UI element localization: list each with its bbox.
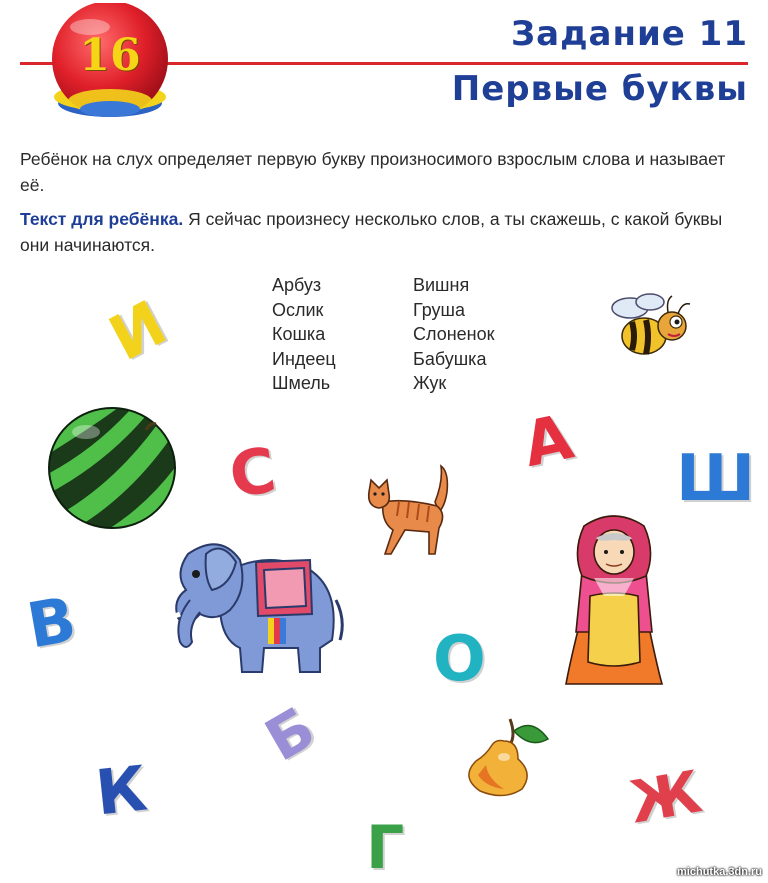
word-item: Груша: [413, 299, 465, 320]
intro-paragraph: Ребёнок на слух определяет первую букву произносимого взрослым слова и называет её.: [20, 149, 726, 195]
word-item: Жук: [413, 373, 447, 393]
word-item: Бабушка: [413, 348, 487, 369]
letter-b: Б: [253, 693, 327, 775]
watermelon-image: [46, 402, 178, 532]
word-item: Ослик: [272, 299, 324, 320]
child-instruction-body: Я сейчас произнесу несколько слов, а ты скажешь, с какой буквы они начинаются.: [20, 209, 723, 255]
word-list-left: [272, 273, 336, 396]
letter-zh: Ж: [624, 757, 707, 837]
letter-o: О: [433, 622, 486, 695]
child-instruction-lead: Текст для ребёнка.: [20, 209, 184, 229]
bee-image: [610, 292, 696, 364]
letter-i: И: [97, 286, 178, 375]
cat-image: [365, 462, 461, 560]
page-number: 16: [79, 30, 141, 81]
child-instruction: [20, 206, 748, 258]
grandmother-image: [560, 512, 668, 690]
word-item: Индеец: [272, 348, 336, 369]
lesson-title: Первые буквы: [451, 69, 748, 109]
word-list-right: [413, 273, 495, 396]
elephant-image: [160, 530, 350, 680]
letter-s: С: [225, 433, 281, 512]
word-item: Вишня: [413, 275, 470, 295]
word-item: Арбуз: [272, 275, 322, 295]
word-item: Шмель: [272, 373, 331, 393]
site-credit: michutka.3dn.ru: [677, 866, 762, 878]
letter-a: А: [516, 399, 579, 482]
letter-sh: Ш: [676, 442, 756, 516]
task-title: Задание 11: [510, 14, 748, 54]
letter-v: В: [21, 582, 82, 663]
word-item: Кошка: [272, 324, 326, 344]
pear-image: [458, 715, 550, 797]
letter-g: Г: [366, 813, 405, 883]
letter-k: К: [92, 751, 151, 830]
word-item: Слоненок: [413, 324, 495, 344]
